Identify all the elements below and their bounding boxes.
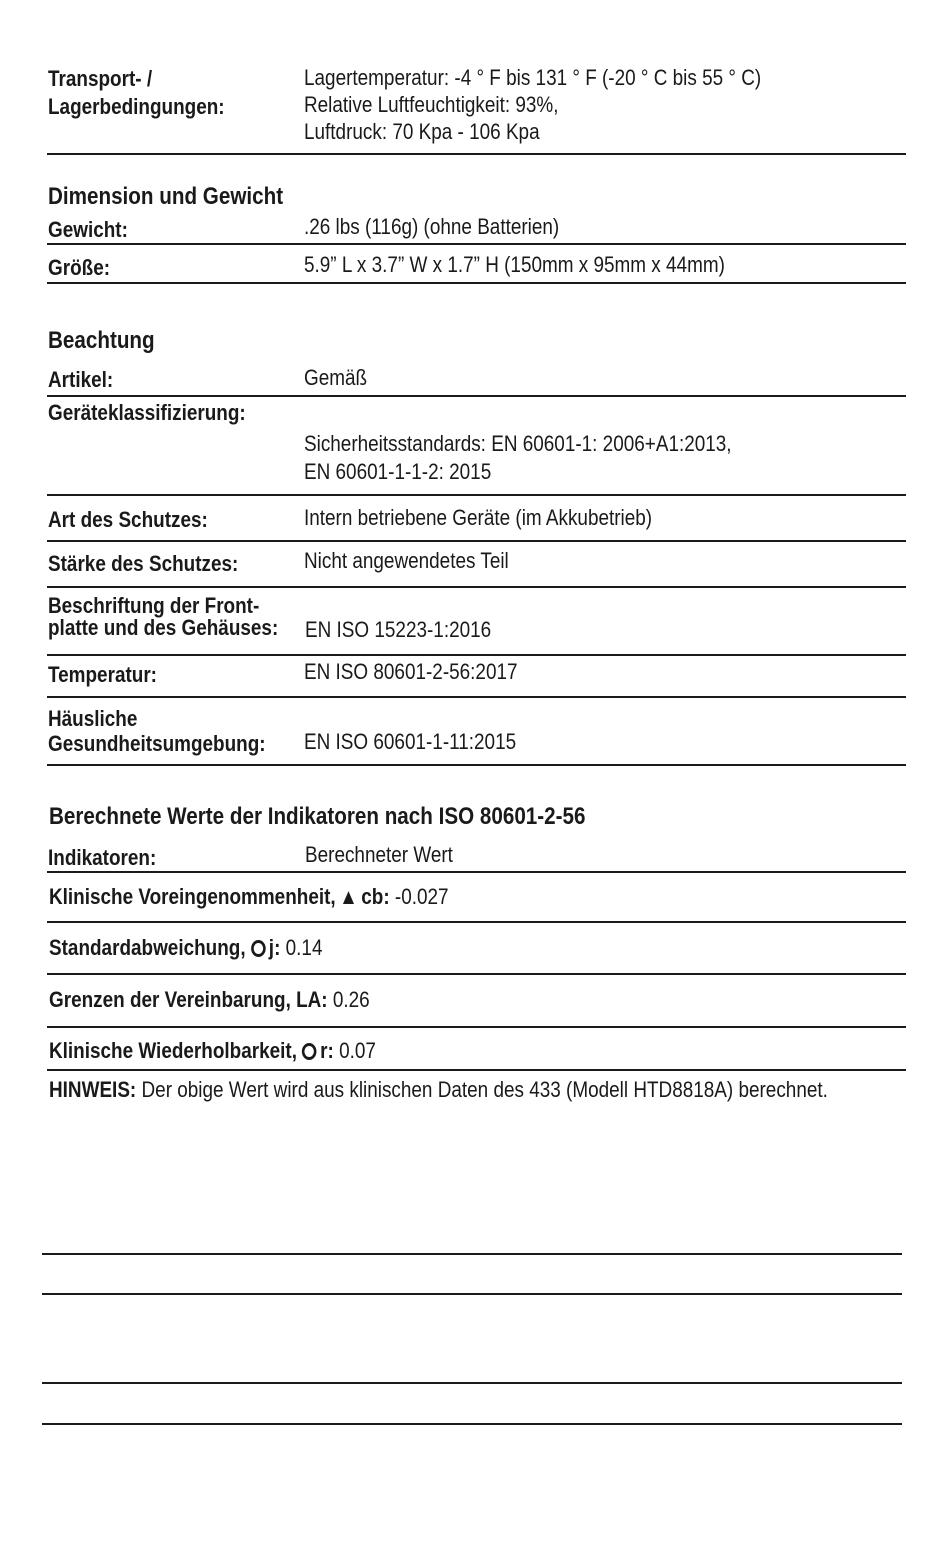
divider (47, 494, 906, 496)
divider (47, 395, 906, 397)
klassifizierung-label: Geräteklassifizierung: (48, 400, 246, 425)
art-value: Intern betriebene Geräte (im Akkubetrieb) (304, 505, 653, 530)
note-line (42, 1293, 902, 1295)
hinweis-label: HINWEIS: (49, 1077, 137, 1102)
divider (47, 921, 906, 923)
haeusliche-label-line1: Häusliche (48, 706, 138, 731)
indicator-row (49, 936, 322, 960)
transport-value-line3: Luftdruck: 70 Kpa - 106 Kpa (304, 119, 540, 144)
indicator-label: Standardabweichung, (49, 935, 246, 960)
divider (47, 153, 906, 155)
indicator-label: Grenzen der Vereinbarung, LA: (49, 987, 328, 1012)
indicator-row (49, 988, 370, 1012)
transport-value-line2: Relative Luftfeuchtigkeit: 93%, (304, 92, 559, 117)
indicator-sub: cb: (361, 884, 390, 909)
divider (47, 871, 906, 873)
haeusliche-value: EN ISO 60601-1-11:2015 (304, 729, 517, 754)
divider (47, 282, 906, 284)
klassifizierung-value-line2: EN 60601-1-1-2: 2015 (304, 459, 492, 484)
beschriftung-label-line2: platte und des Gehäuses: (48, 615, 279, 640)
divider (47, 654, 906, 656)
temperatur-label: Temperatur: (48, 662, 157, 687)
indicator-sub: r: (320, 1038, 334, 1063)
berechnete-heading: Berechnete Werte der Indikatoren nach ISO 80601-2-56 (49, 803, 586, 830)
divider (47, 243, 906, 245)
sigma-icon (302, 1043, 317, 1060)
indicator-value: 0.26 (327, 987, 370, 1012)
transport-label-line2: Lagerbedingungen: (48, 94, 225, 119)
divider (47, 1026, 906, 1028)
indicator-label: Klinische Voreingenommenheit, (49, 884, 336, 909)
divider (47, 973, 906, 975)
beschriftung-label-line1: Beschriftung der Front- (48, 593, 260, 618)
indicator-sub: j: (268, 935, 281, 960)
gewicht-value: .26 lbs (116g) (ohne Batterien) (304, 214, 560, 239)
dimension-heading: Dimension und Gewicht (48, 183, 284, 210)
indicator-row (49, 1039, 376, 1063)
divider (47, 696, 906, 698)
note-line (42, 1382, 902, 1384)
indicator-value: 0.07 (333, 1038, 376, 1063)
indicator-label: Klinische Wiederholbarkeit, (49, 1038, 297, 1063)
temperatur-value: EN ISO 80601-2-56:2017 (304, 659, 518, 684)
indikatoren-value: Berechneter Wert (305, 842, 453, 867)
note-line (42, 1423, 902, 1425)
indikatoren-label: Indikatoren: (48, 845, 157, 870)
beschriftung-value: EN ISO 15223-1:2016 (305, 617, 492, 642)
note-line (42, 1253, 902, 1255)
haeusliche-label-line2: Gesundheitsumgebung: (48, 731, 266, 756)
hinweis-note (49, 1078, 828, 1102)
art-label: Art des Schutzes: (48, 507, 208, 532)
gewicht-label: Gewicht: (48, 217, 128, 242)
divider (47, 586, 906, 588)
transport-label-line1: Transport- / (48, 66, 153, 91)
indicator-value: -0.027 (389, 884, 449, 909)
groesse-value: 5.9” L x 3.7” W x 1.7” H (150mm x 95mm x 44mm) (304, 252, 725, 277)
divider (47, 764, 906, 766)
staerke-value: Nicht angewendetes Teil (304, 548, 509, 573)
artikel-value: Gemäß (304, 365, 368, 390)
divider (47, 1069, 906, 1071)
sigma-icon (251, 940, 266, 957)
triangle-icon: ▲ (339, 884, 358, 909)
hinweis-text: Der obige Wert wird aus klinischen Daten des 433 (Modell HTD8818A) berechnet. (136, 1077, 828, 1102)
divider (47, 540, 906, 542)
indicator-value: 0.14 (280, 935, 323, 960)
klassifizierung-value-line1: Sicherheitsstandards: EN 60601-1: 2006+A1:2013, (304, 431, 732, 456)
transport-value-line1: Lagertemperatur: -4 ° F bis 131 ° F (-20 ° C bis 55 ° C) (304, 65, 762, 90)
artikel-label: Artikel: (48, 367, 114, 392)
groesse-label: Größe: (48, 255, 111, 280)
staerke-label: Stärke des Schutzes: (48, 551, 239, 576)
beachtung-heading: Beachtung (48, 327, 155, 354)
indicator-row (49, 885, 449, 909)
